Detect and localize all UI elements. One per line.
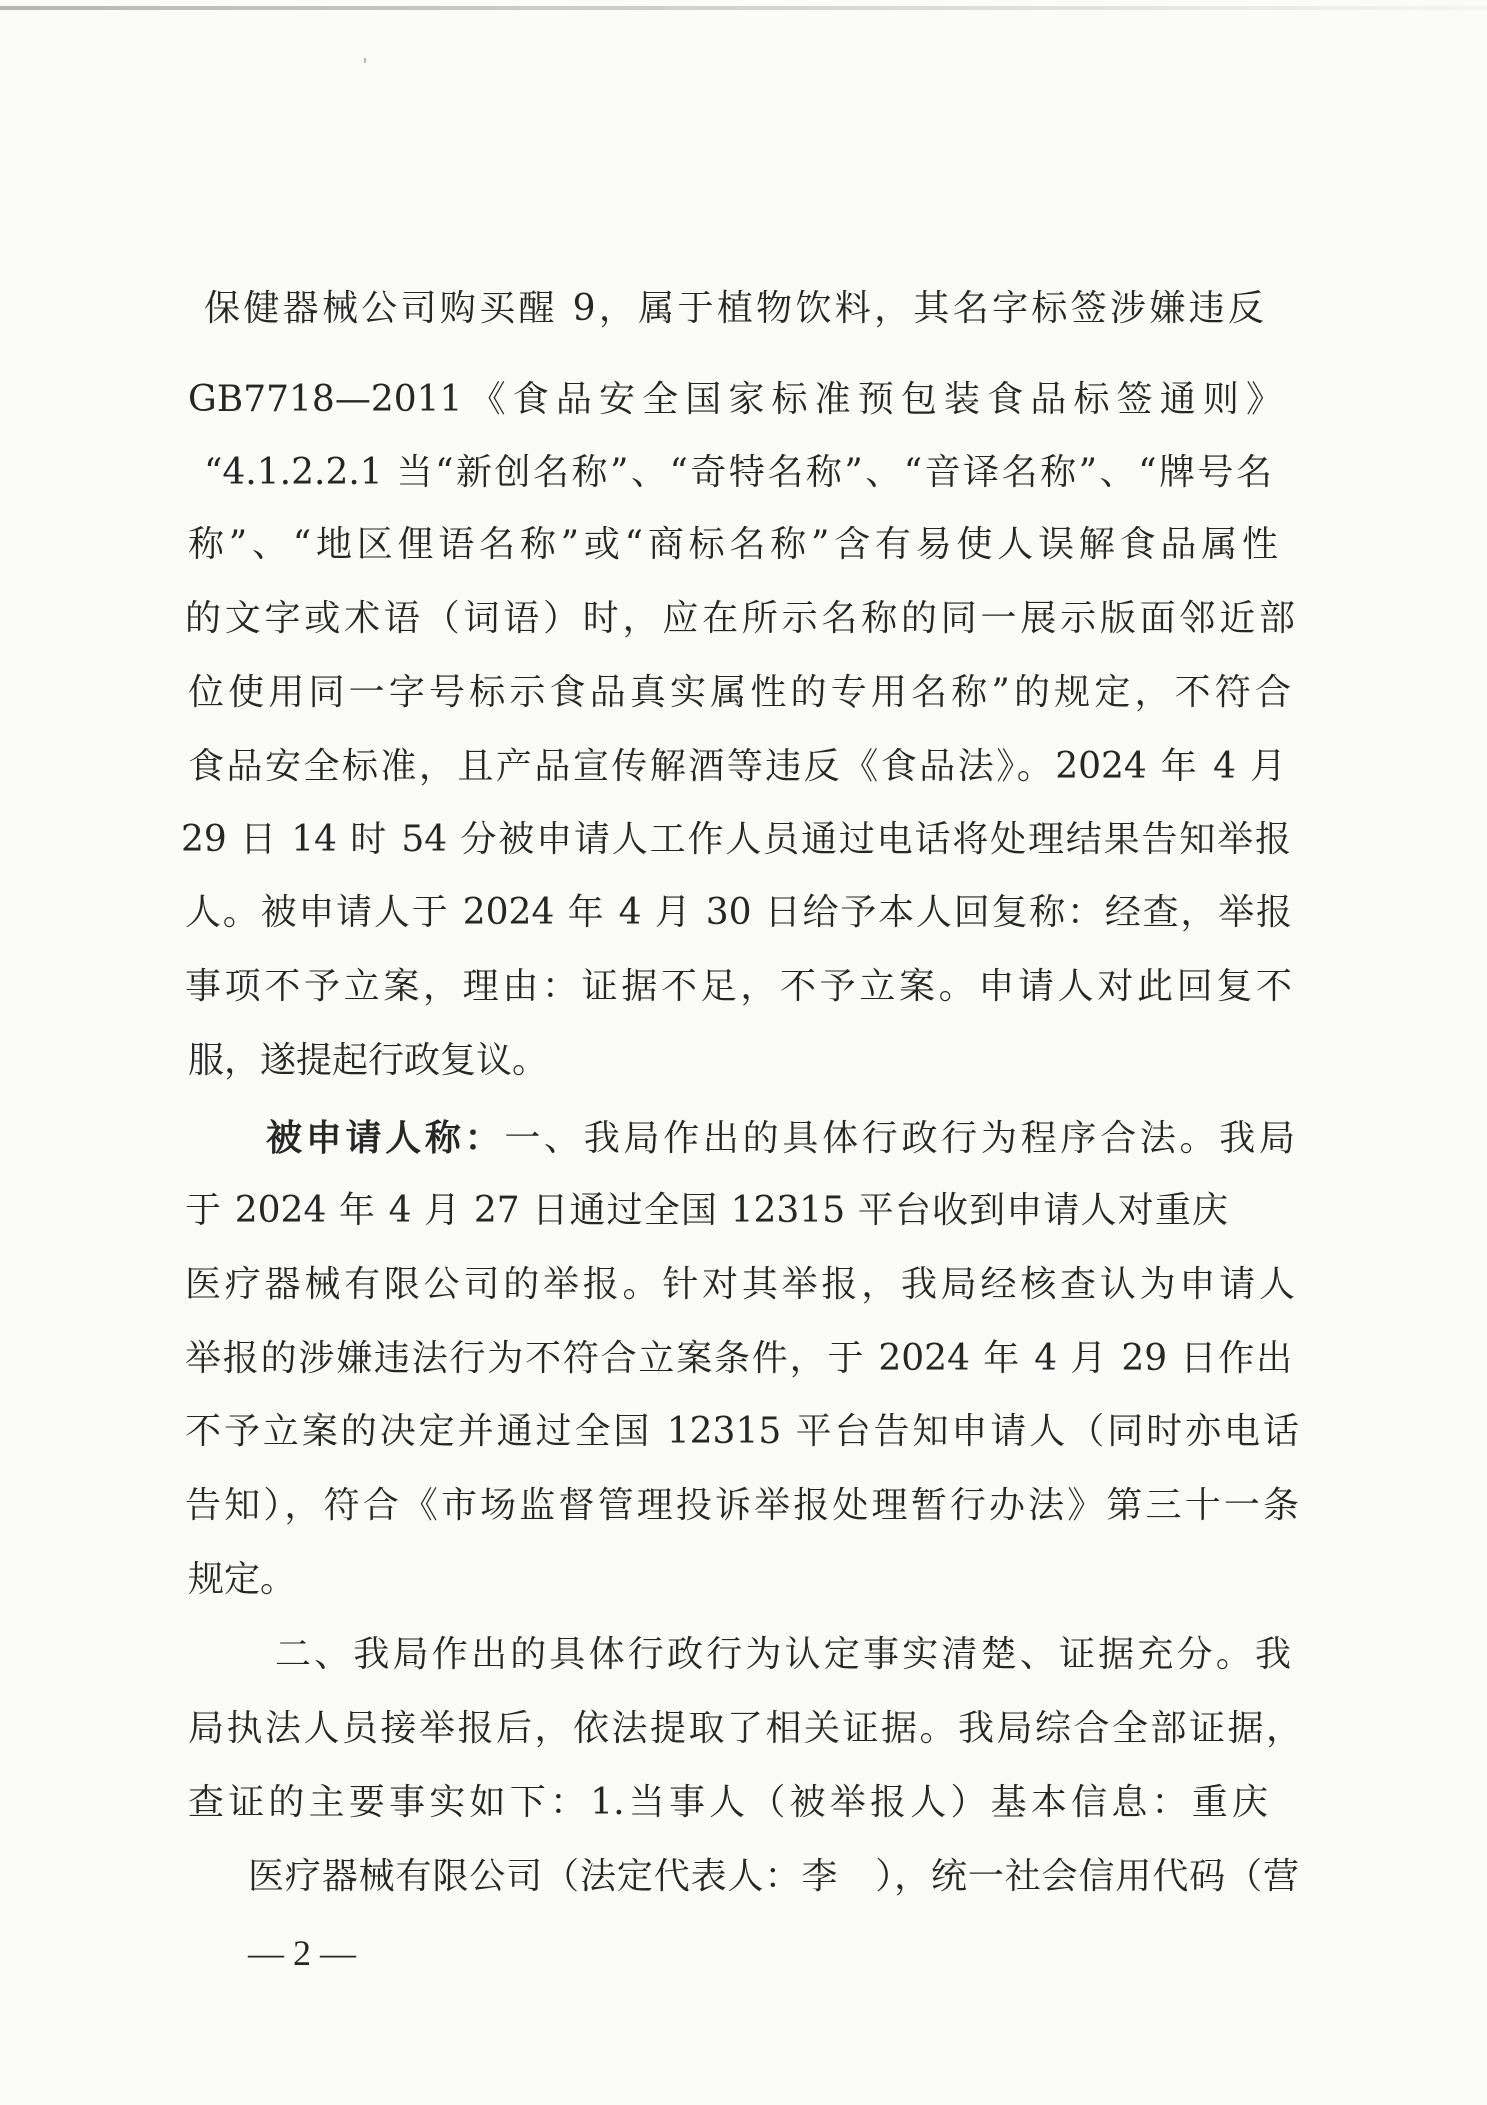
text-line: 医疗器械有限公司（法定代表人：李 ），统一社会信用代码（营 (248, 1856, 1299, 1897)
text-line: 称”、“地区俚语名称”或“商标名称”含有易使人误解食品属性 (188, 524, 1278, 565)
respondent-label: 被申请人称： (266, 1117, 505, 1159)
page-number: — 2 — (248, 1933, 356, 1973)
text-line-content: 一、我局作出的具体行政行为程序合法。我局 (504, 1118, 1295, 1159)
text-line: GB7718—2011《食品安全国家标准预包装食品标签通则》 (188, 379, 1282, 420)
text-line: 告知），符合《市场监督管理投诉举报处理暂行办法》第三十一条 (185, 1485, 1299, 1526)
scan-edge-line (0, 6, 1487, 10)
text-line: 举报的涉嫌违法行为不符合立案条件，于 2024 年 4 月 29 日作出 (185, 1338, 1292, 1379)
scan-speck (364, 58, 366, 63)
text-line: 服，遂提起行政复议。 (188, 1040, 549, 1081)
text-line: 人。被申请人于 2024 年 4 月 30 日给予本人回复称：经查，举报 (185, 892, 1292, 933)
text-line: 查证的主要事实如下：1.当事人（被举报人）基本信息：重庆 (188, 1782, 1268, 1823)
text-line: 于 2024 年 4 月 27 日通过全国 12315 平台收到申请人对重庆 (185, 1190, 1228, 1231)
text-line: 不予立案的决定并通过全国 12315 平台告知申请人（同时亦电话 (185, 1411, 1299, 1452)
text-line: 保健器械公司购买醒 9，属于植物饮料，其名字标签涉嫌违反 (204, 288, 1264, 329)
text-line: 的文字或术语（词语）时，应在所示名称的同一展示版面邻近部 (185, 598, 1295, 639)
text-line: 29 日 14 时 54 分被申请人工作人员通过电话将处理结果告知举报 (181, 819, 1291, 860)
text-line: 位使用同一字号标示食品真实属性的专用名称”的规定，不符合 (188, 672, 1291, 713)
text-line: 医疗器械有限公司的举报。针对其举报，我局经核查认为申请人 (185, 1264, 1295, 1305)
text-line: 二、我局作出的具体行政行为认定事实清楚、证据充分。我 (275, 1634, 1291, 1675)
text-line: 规定。 (188, 1559, 297, 1600)
text-line: 事项不予立案，理由：证据不足，不予立案。申请人对此回复不 (185, 966, 1292, 1007)
text-line: 食品安全标准，且产品宣传解酒等违反《食品法》。2024 年 4 月 (188, 746, 1286, 787)
paragraph-respondent-line (266, 1118, 1295, 1158)
text-line: 局执法人员接举报后，依法提取了相关证据。我局综合全部证据， (188, 1708, 1302, 1749)
text-line: “4.1.2.2.1 当“新创名称”、“奇特名称”、“音译名称”、“牌号名 (204, 452, 1272, 493)
